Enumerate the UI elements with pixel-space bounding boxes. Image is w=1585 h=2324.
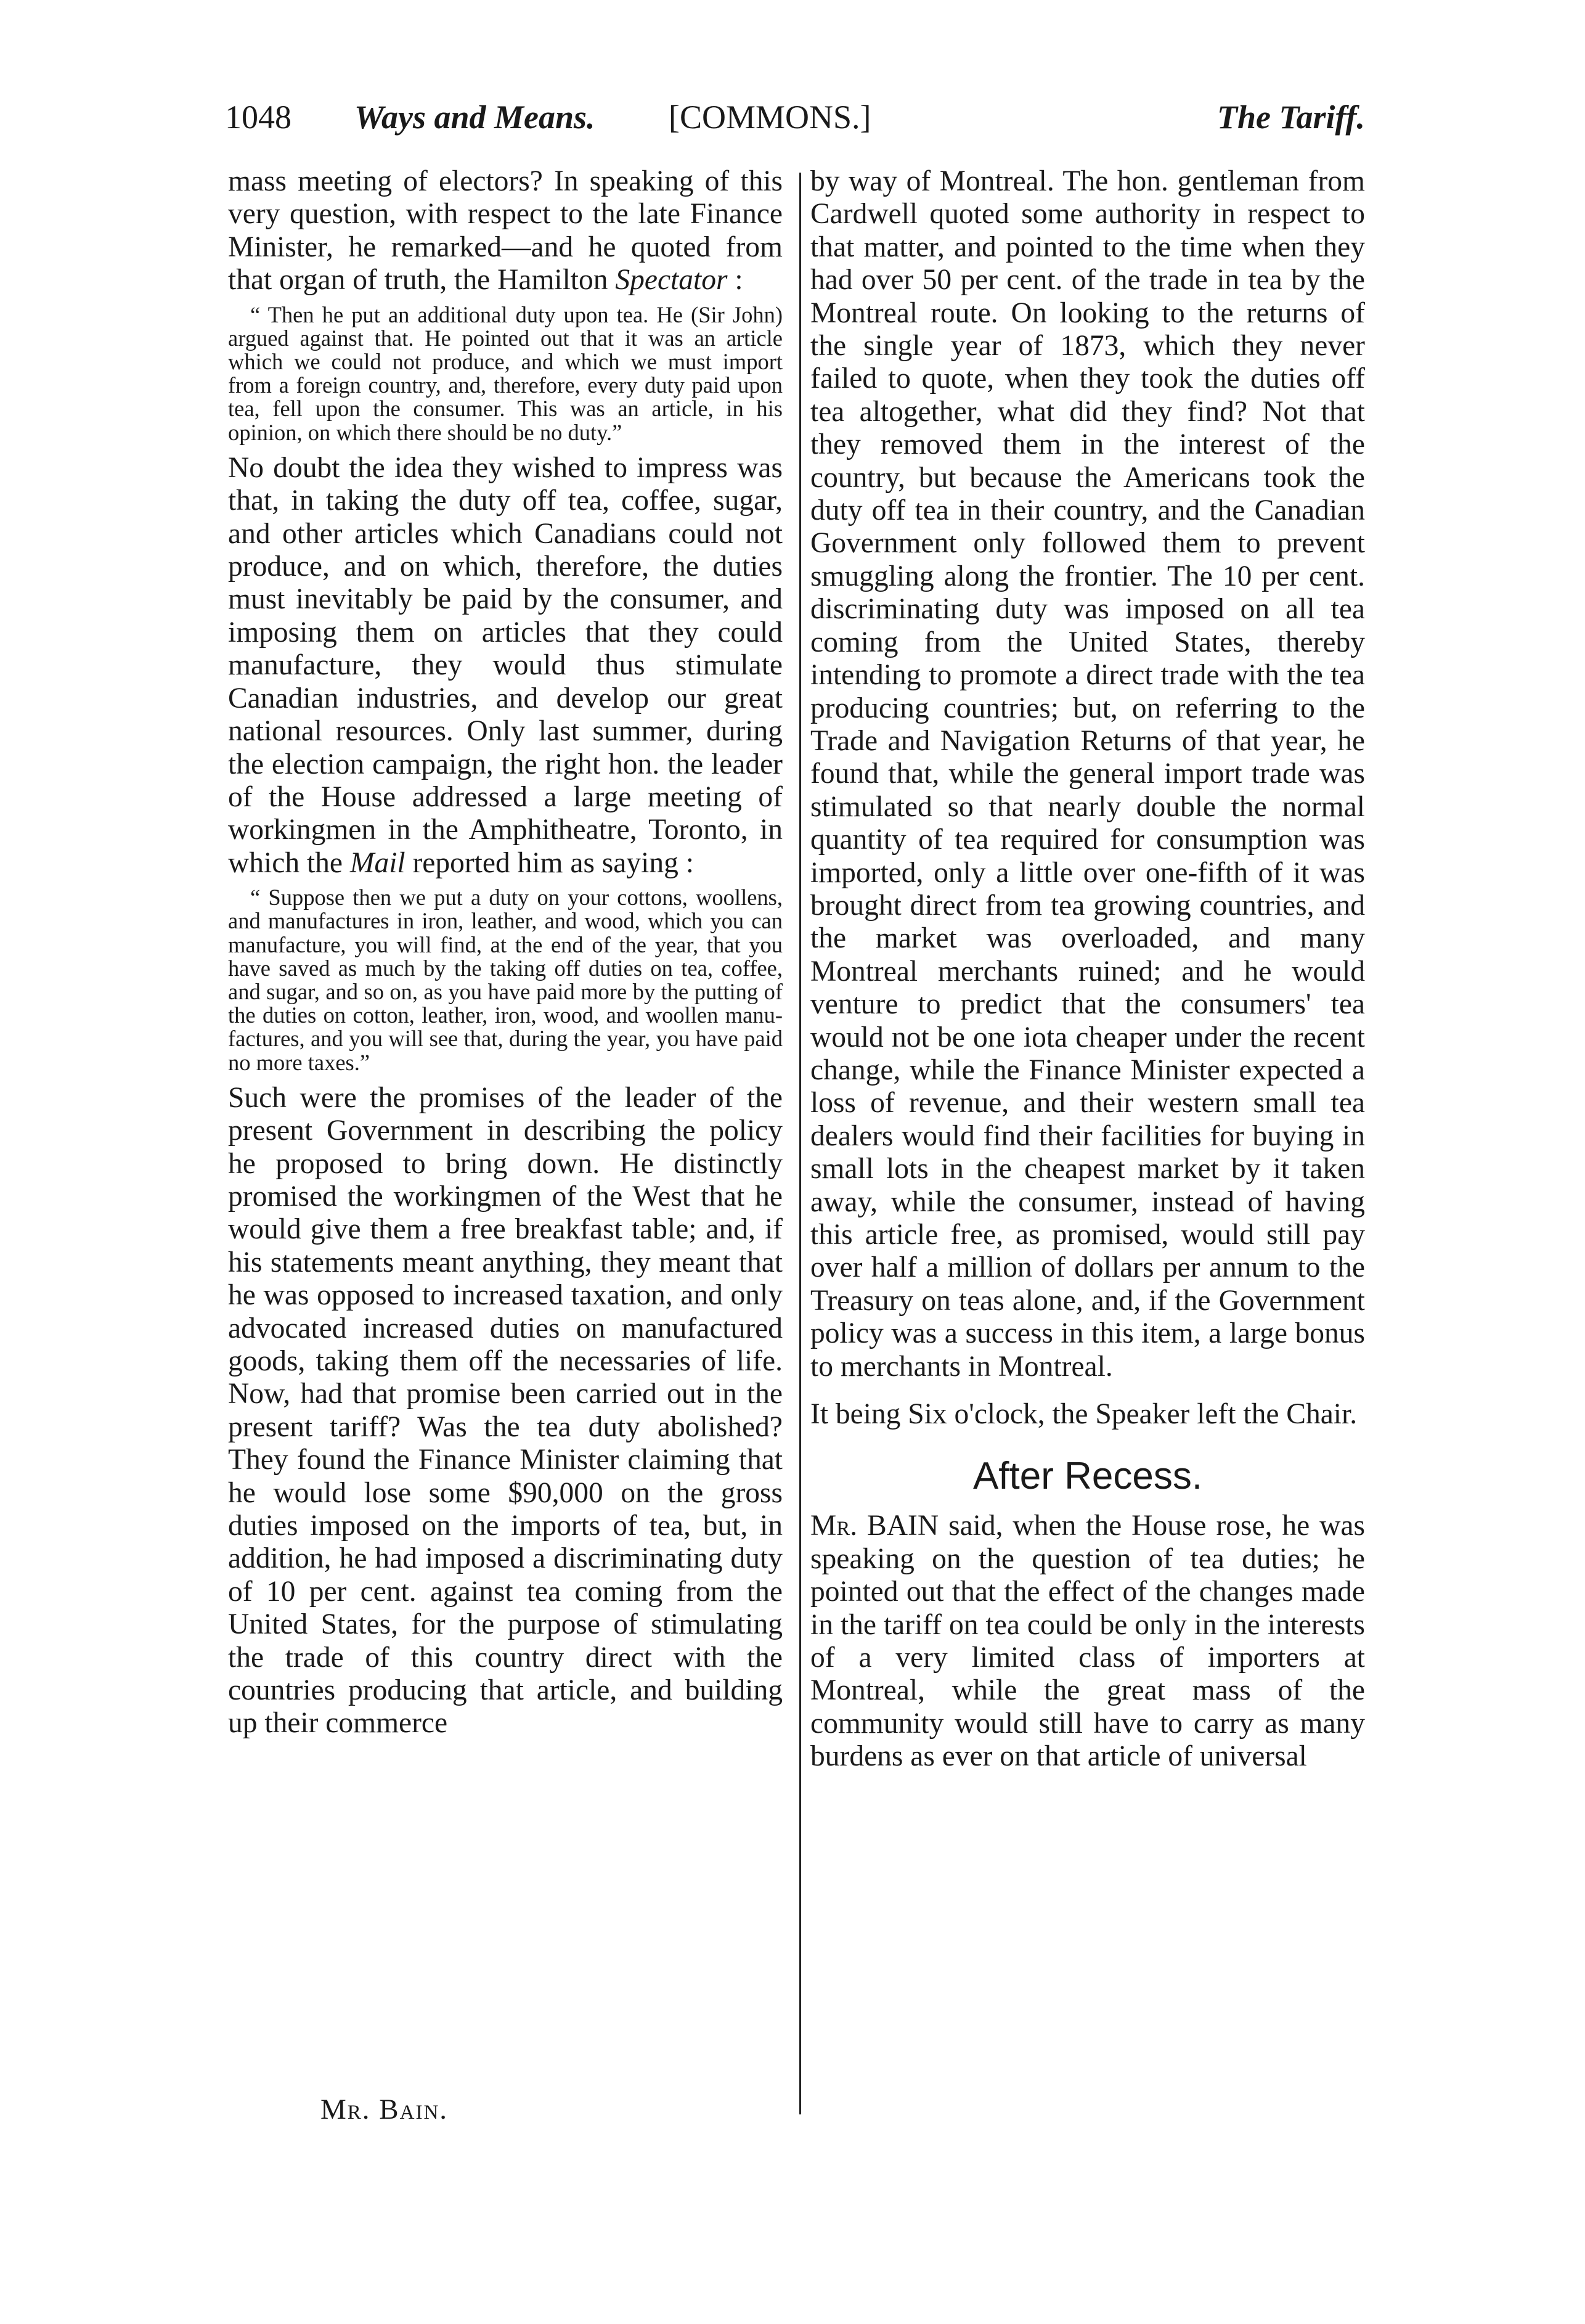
right-column — [810, 165, 1365, 1774]
paragraph-text: said, when the House rose, he was speaking on the question of tea duties; he pointed out that the effect of the changes made in the tariff on tea could be only in the interests of a very limited class of importers at Montreal, while the great mass of the community would still have to carry as many burdens as ever on that article of universal — [810, 1510, 1365, 1773]
header-left-title: Ways and Means. — [354, 99, 595, 136]
header-right-title: The Tariff. — [1216, 99, 1365, 136]
paragraph-text: : — [727, 264, 743, 297]
page-number: 1048 — [225, 99, 291, 136]
paragraph — [228, 165, 783, 297]
newspaper-name: Mail — [349, 846, 405, 879]
paragraph — [228, 452, 783, 880]
section-heading: After Recess. — [972, 1455, 1203, 1498]
block-quote: “ Suppose then we put a duty on your cottons, woollens, and manufactures in iron, leather, and wood, which you can manufacture, you will find, at the end of the year, that you have saved as much by the taking off duties on tea, coffee, and sugar, and so on, as you have paid more by the putting of the duties on cotton, leather, iron, wood, and woollen manufactures, and you will see that, during the year, you have paid no more taxes.” — [228, 885, 783, 1075]
running-header — [225, 92, 1365, 142]
footer-signature: Mr. Bain. — [320, 2093, 449, 2126]
paragraph: Such were the promises of the leader of the present Government in describing the policy he proposed to bring down. He distinctly promised the workingmen of the West that he would give them a free breakfast table; and, if his statements meant anything, they meant that he was opposed to increased taxation, and only advocated increased duties on manufactured goods, taking them off the necessaries of life. Now, had that promise been carried out in the present tariff? Was the tea duty abolished? They found the Finance Minister claiming that he would lose some $90,000 on the gross duties imposed on the imports of tea, but, in addition, he had imposed a discriminating duty of 10 per cent. against tea coming from the United States, for the purpose of stimulating the trade of this country direct with the countries producing that article, and building up their commerce — [228, 1081, 783, 1740]
block-quote: “ Then he put an additional duty upon tea. He (Sir John) argued against that. He pointed out that it was an article which we could not produce, and which we must import from a foreign country, and, therefore, every duty paid upon tea, fell upon the consumer. This was an article, in his opinion, on which there should be no duty.” — [228, 301, 783, 445]
paragraph-text: No doubt the idea they wished to impress was that, in taking the duty off tea, coffee, sugar, and other articles which Canadians could not produce, and on which, therefore, the duties must inevitably be paid by the consumer, and imposing them on articles that they could manufacture, they would thus stimulate Canadian industries, and develop our great national resources. Only last summer, during the election campaign, the right hon. the leader of the House addressed a large meeting of workingmen in the Amphitheatre, Toronto, in which the — [228, 451, 783, 879]
paragraph — [810, 1510, 1365, 1773]
paragraph-text: reported him as saying : — [405, 846, 694, 879]
newspaper-name: Spectator — [615, 264, 728, 297]
header-center: [COMMONS.] — [669, 99, 871, 136]
paragraph: by way of Montreal. The hon. gentleman from Cardwell quoted some authority in respect to that matter, and pointed to the time when they had over 50 per cent. of the trade in tea by the Montreal route. On looking to the returns of the single year of 1873, which they never failed to quote, when they took the duties off tea altogether, what did they find? Not that they removed them in the interest of the country, but because the Americans took the duty off tea in their country, and the Canadian Government only followed them to prevent smuggling along the frontier. The 10 per cent. discriminating duty was imposed on all tea coming from the United States, thereby intending to promote a direct trade with the tea producing countries; but, on referring to the Trade and Navigation Returns of that year, he found that, while the general import trade was stimulated so that nearly double the normal quantity of tea required for consumption was imported, only a little over one-fifth of it was brought direct from tea growing countries, and the market was overloaded, and many Montreal merchants ruined; and he would venture to predict that the consumers' tea would not be one iota cheaper under the recent change, while the Finance Minister expected a loss of revenue, and their western small tea dealers would find their facilities for buying in small lots in the cheapest market by it taken away, while the consumer, instead of having this article free, as promised, would still pay over half a million of dollars per annum to the Treasury on teas alone, and, if the Government policy was a success in this item, a large bonus to merchants in Montreal. — [810, 165, 1365, 1383]
column-divider — [799, 173, 801, 2114]
left-column — [228, 165, 783, 1740]
paragraph: It being Six o'clock, the Speaker left the Chair. — [810, 1398, 1358, 1431]
paragraph-text: mass meeting of electors? In speaking of this very question, with respect to the late Finance Minister, he remarked—and he quoted from that organ of truth, the Hamilton — [228, 165, 783, 297]
speaker-name: Mr. BAIN — [810, 1510, 939, 1542]
